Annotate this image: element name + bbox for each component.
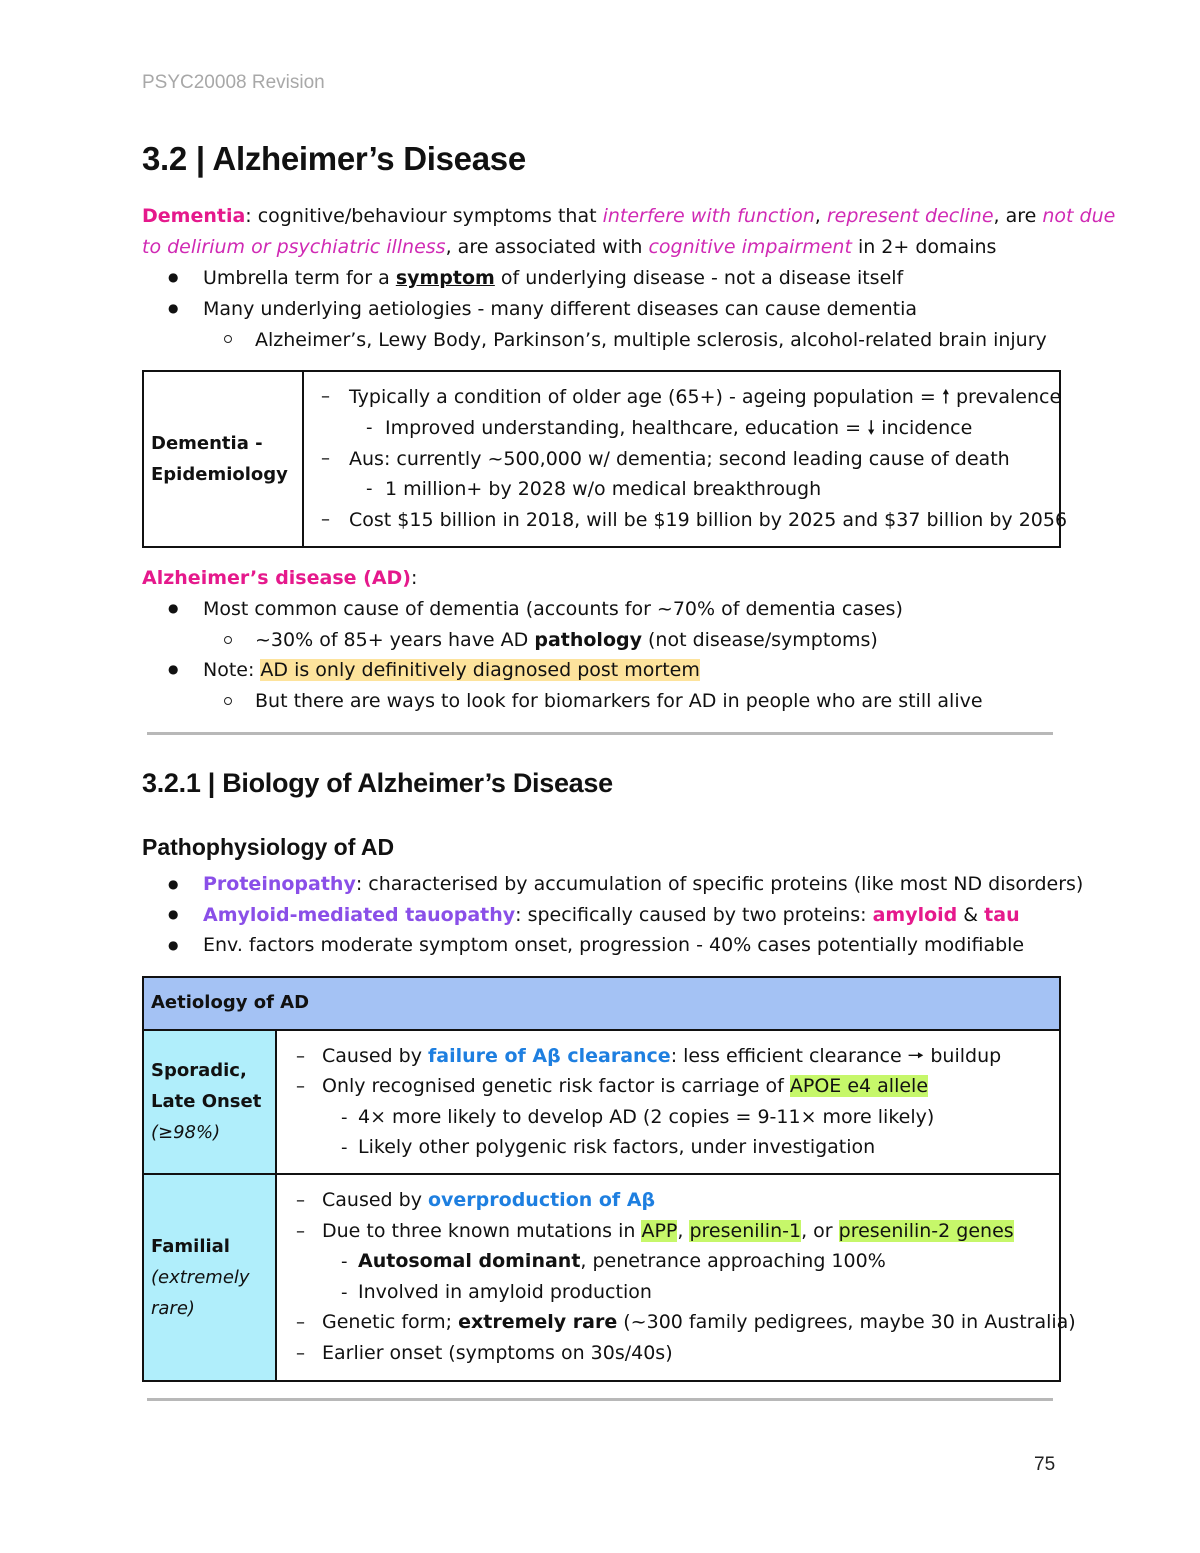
table-subrow: Likely other polygenic risk factors, under investigation — [358, 1136, 876, 1158]
table-subrow: 4× more likely to develop AD (2 copies = 9-11× more likely) — [358, 1106, 935, 1128]
dementia-definition-line-2: to delirium or psychiatric illness, are associated with cognitive impairment in 2+ domains — [142, 236, 997, 258]
list-item: Umbrella term for a symptom of underlying disease - not a disease itself — [203, 267, 904, 289]
table-row: Caused by failure of Aβ clearance: less efficient clearance 🠖 buildup — [322, 1045, 1002, 1067]
subdash-icon: - — [341, 1282, 348, 1303]
epidemiology-label: Dementia - Epidemiology — [151, 433, 288, 485]
bullet-icon: ● — [168, 907, 179, 921]
bullet-icon: ● — [168, 877, 179, 891]
bullet-icon: ● — [168, 301, 179, 315]
dash-icon: – — [296, 1190, 305, 1211]
horizontal-rule — [147, 732, 1053, 735]
dash-icon: – — [296, 1343, 305, 1364]
sporadic-label: Sporadic, Late Onset (≥98%) — [151, 1060, 262, 1143]
page-number: 75 — [1034, 1454, 1056, 1475]
table-subrow: Autosomal dominant, penetrance approaching 100% — [358, 1250, 886, 1272]
dash-icon: – — [296, 1312, 305, 1333]
table-row: Aus: currently ~500,000 w/ dementia; second leading cause of death — [349, 448, 1010, 470]
subdash-icon: - — [366, 417, 373, 438]
familial-label: Familial (extremely rare) — [151, 1236, 250, 1319]
subdash-icon: - — [341, 1251, 348, 1272]
term-ad: Alzheimer’s disease (AD) — [142, 567, 411, 589]
list-item: Amyloid-mediated tauopathy: specifically caused by two proteins: amyloid & tau — [203, 904, 1020, 926]
aetiology-header-text: Aetiology of AD — [151, 992, 310, 1013]
table-divider — [142, 1029, 1061, 1031]
table-row: Due to three known mutations in APP, presenilin-1, or presenilin-2 genes — [322, 1220, 1014, 1242]
list-item: Many underlying aetiologies - many different diseases can cause dementia — [203, 298, 918, 320]
sub-bullet-icon — [224, 636, 232, 644]
table-subrow: 1 million+ by 2028 w/o medical breakthrough — [385, 478, 822, 500]
dash-icon: – — [296, 1076, 305, 1097]
bullet-icon: ● — [168, 938, 179, 952]
table-row: Typically a condition of older age (65+) - ageing population = 🠕 prevalence — [349, 386, 1062, 408]
dash-icon: – — [321, 386, 330, 407]
running-header: PSYC20008 Revision — [142, 72, 325, 93]
dash-icon: – — [321, 509, 330, 530]
list-item: Most common cause of dementia (accounts for ~70% of dementia cases) — [203, 598, 903, 620]
sub-bullet-icon — [224, 697, 232, 705]
table-row: Earlier onset (symptoms on 30s/40s) — [322, 1342, 673, 1364]
term-dementia: Dementia — [142, 205, 246, 227]
list-item: Proteinopathy: characterised by accumulation of specific proteins (like most ND disorders) — [203, 873, 1084, 895]
table-row: Only recognised genetic risk factor is carriage of APOE e4 allele — [322, 1075, 929, 1097]
highlight-post-mortem: AD is only definitively diagnosed post mortem — [260, 659, 700, 681]
ad-heading-line: Alzheimer’s disease (AD): — [142, 567, 418, 589]
subdash-icon: - — [341, 1107, 348, 1128]
list-subitem: But there are ways to look for biomarkers for AD in people who are still alive — [255, 690, 983, 712]
list-subitem: ~30% of 85+ years have AD pathology (not disease/symptoms) — [255, 629, 878, 651]
subdash-icon: - — [366, 478, 373, 499]
table-divider — [142, 1173, 1061, 1175]
table-divider — [275, 1029, 277, 1382]
subsection-title: 3.2.1 | Biology of Alzheimer’s Disease — [142, 768, 613, 798]
list-subitem: Alzheimer’s, Lewy Body, Parkinson’s, multiple sclerosis, alcohol-related brain injury — [255, 329, 1047, 351]
sub-bullet-icon — [224, 335, 232, 343]
horizontal-rule — [147, 1398, 1053, 1401]
list-item: Env. factors moderate symptom onset, progression - 40% cases potentially modifiable — [203, 934, 1025, 956]
section-title: 3.2 | Alzheimer’s Disease — [142, 140, 526, 177]
subdash-icon: - — [341, 1137, 348, 1158]
list-item: Note: AD is only definitively diagnosed post mortem — [203, 659, 700, 681]
dash-icon: – — [321, 448, 330, 469]
dash-icon: – — [296, 1221, 305, 1242]
pathophysiology-heading: Pathophysiology of AD — [142, 834, 395, 860]
table-row: Genetic form; extremely rare (~300 family pedigrees, maybe 30 in Australia) — [322, 1311, 1076, 1333]
dementia-definition-line-1: Dementia: cognitive/behaviour symptoms that interfere with function, represent decline, are not due — [142, 205, 1116, 227]
bullet-icon: ● — [168, 662, 179, 676]
table-divider — [302, 370, 304, 548]
table-subrow: Improved understanding, healthcare, education = 🠗 incidence — [385, 417, 973, 439]
table-row: Cost $15 billion in 2018, will be $19 billion by 2025 and $37 billion by 2056 — [349, 509, 1068, 531]
table-row: Caused by overproduction of Aβ — [322, 1189, 656, 1211]
dash-icon: – — [296, 1046, 305, 1067]
highlight-apoe: APOE e4 allele — [789, 1075, 929, 1097]
bullet-icon: ● — [168, 270, 179, 284]
table-subrow: Involved in amyloid production — [358, 1281, 652, 1303]
bullet-icon: ● — [168, 601, 179, 615]
